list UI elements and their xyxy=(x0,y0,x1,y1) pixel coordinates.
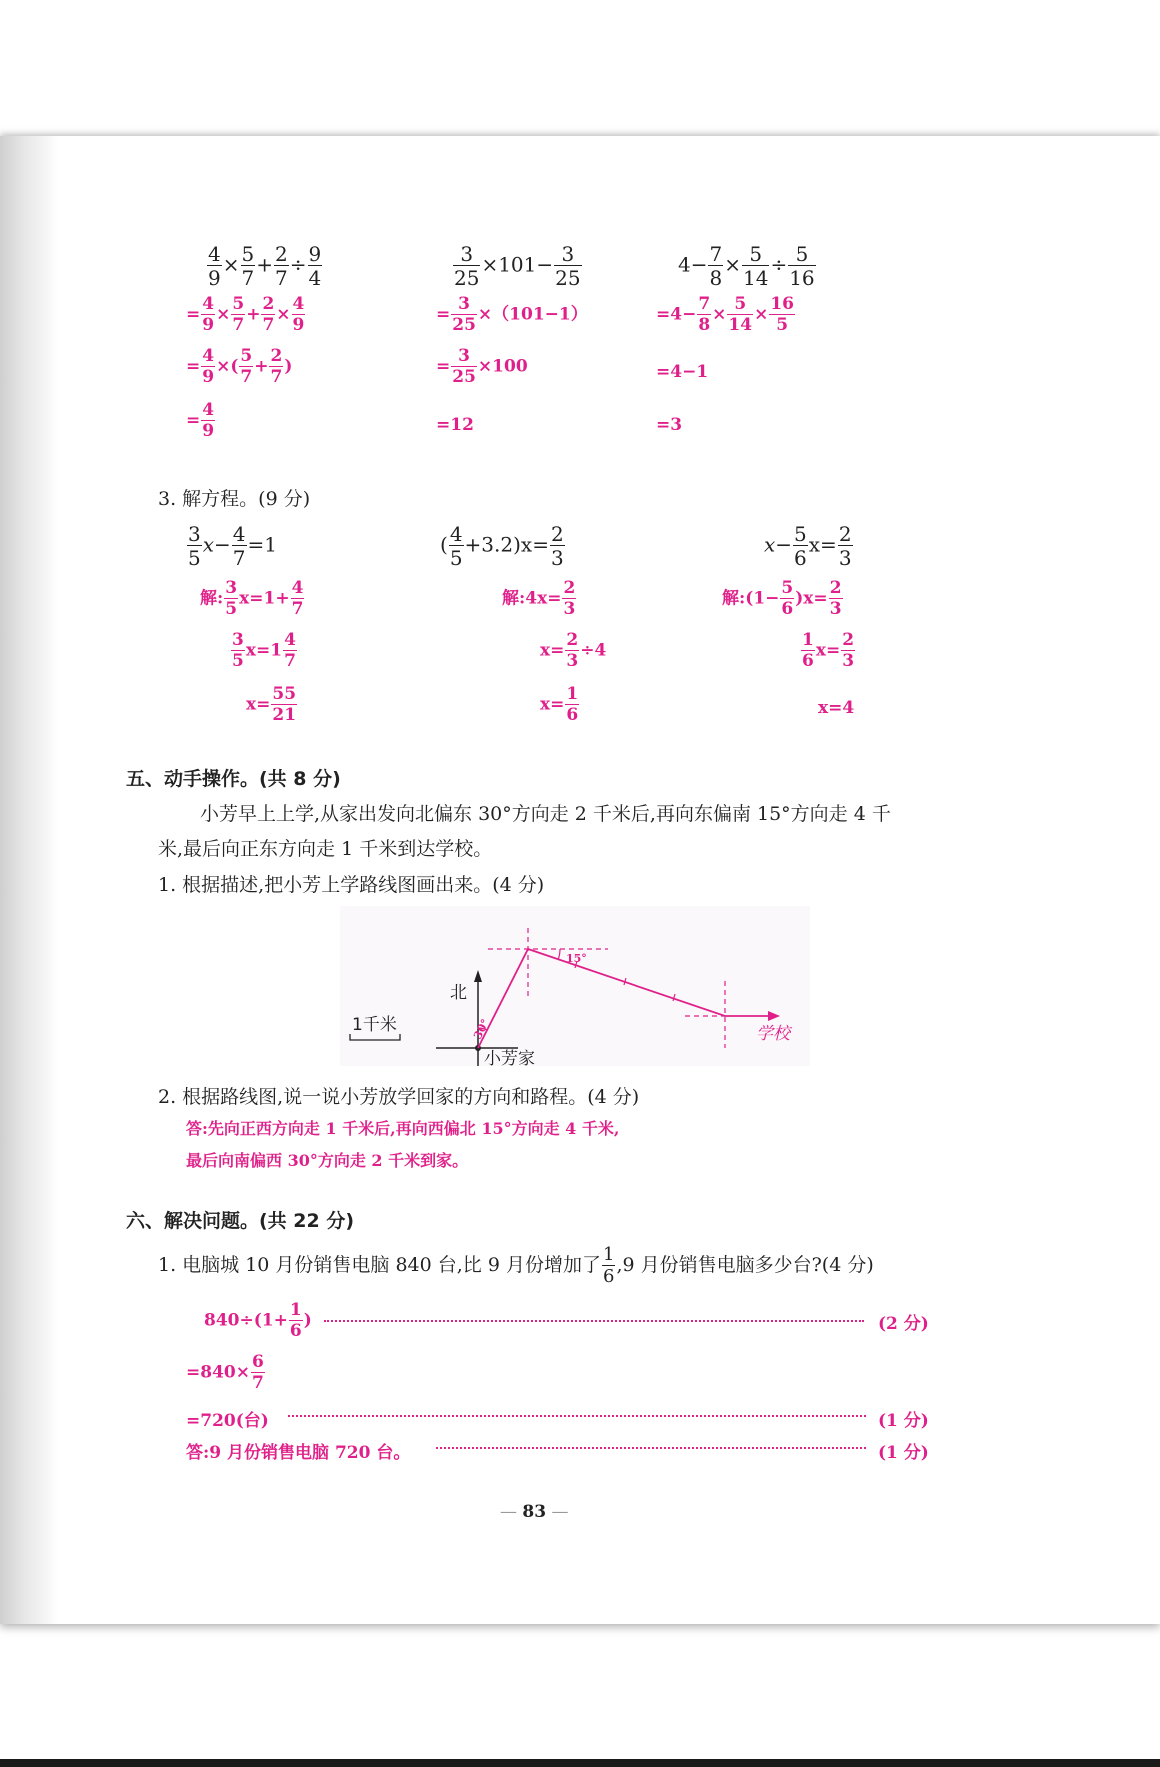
eq2-line3: x= $\frac{1}{6}$ xyxy=(540,684,579,725)
leader-dots xyxy=(436,1447,866,1449)
route-map xyxy=(340,906,810,1066)
calc-col1-step2: = $\frac{4}{9}$ ×( $\frac{5}{7}$ + $\frac{2}{7}$ ) xyxy=(186,346,293,387)
calc-col1-expression: $\frac{4}{9}$ × $\frac{5}{7}$ + $\frac{2}{7}$ ÷ $\frac{9}{4}$ xyxy=(208,242,322,290)
calc-col1-step1: = $\frac{4}{9}$ × $\frac{5}{7}$ + $\frac{2}{7}$ × $\frac{4}{9}$ xyxy=(186,294,305,335)
eq2-line2: x= $\frac{2}{3}$ ÷4 xyxy=(540,630,607,671)
eq3-line3: x=4 xyxy=(818,698,855,718)
section6-answer-points: (1 分) xyxy=(878,1443,929,1463)
leader-dots xyxy=(324,1320,864,1322)
section6-step3-points: (1 分) xyxy=(878,1411,929,1431)
eq1-line3: x= $\frac{55}{21}$ xyxy=(246,684,297,725)
eq2-problem: ( $\frac{4}{5}$ +3.2)x= $\frac{2}{3}$ xyxy=(440,522,564,570)
section5-answer-line2: 最后向南偏西 30°方向走 2 千米到家。 xyxy=(186,1151,469,1170)
eq1-line1: 解: $\frac{3}{5}$ x=1+ $\frac{4}{7}$ xyxy=(200,578,304,619)
section5-heading: 五、动手操作。(共 8 分) xyxy=(126,768,341,790)
calc-col3-step1: =4− $\frac{7}{8}$ × $\frac{5}{14}$ × $\frac{16}{5}$ xyxy=(656,294,795,335)
section5-q2: 2. 根据路线图,说一说小芳放学回家的方向和路程。(4 分) xyxy=(158,1086,640,1108)
north-label: 北 xyxy=(450,983,467,1003)
leader-dots xyxy=(288,1415,866,1417)
bottom-bar xyxy=(0,1759,1160,1767)
section6-step3: =720(台) xyxy=(186,1411,269,1431)
section6-q1: 1. 电脑城 10 月份销售电脑 840 台,比 9 月份增加了 $\frac{1}{6}$ ,9 月份销售电脑多少台?(4 分) xyxy=(158,1244,874,1287)
section5-desc-line1: 小芳早上上学,从家出发向北偏东 30°方向走 2 千米后,再向东偏南 15°方向走 4 千 xyxy=(200,803,891,825)
calc-col3-step2: =4−1 xyxy=(656,362,709,382)
angle-label-15: 15° xyxy=(566,952,587,965)
eq1-problem: $\frac{3}{5}$ x− $\frac{4}{7}$ =1 xyxy=(188,522,277,570)
map-background xyxy=(340,906,810,1066)
eq3-line1: 解:(1− $\frac{5}{6}$ )x= $\frac{2}{3}$ xyxy=(722,578,842,619)
calc-col1-step3: = $\frac{4}{9}$ xyxy=(186,400,215,441)
scale-label: 1千米 xyxy=(352,1015,397,1035)
page-number: — 83 — xyxy=(500,1502,569,1522)
school-label: 学校 xyxy=(756,1024,790,1044)
workbook-page xyxy=(0,136,1160,1624)
angle-label-30: 30° xyxy=(471,1016,493,1042)
section6-answer: 答:9 月份销售电脑 720 台。 xyxy=(186,1443,411,1463)
home-label: 小芳家 xyxy=(484,1049,535,1066)
section6-step1-points: (2 分) xyxy=(878,1314,929,1334)
calc-col3-expression: 4− $\frac{7}{8}$ × $\frac{5}{14}$ ÷ $\frac{5}{16}$ xyxy=(678,242,815,290)
section6-step2: =840× $\frac{6}{7}$ xyxy=(186,1352,264,1393)
section5-answer-line1: 答:先向正西方向走 1 千米后,再向西偏北 15°方向走 4 千米, xyxy=(186,1119,620,1138)
calc-col2-expression: $\frac{3}{25}$ ×101− $\frac{3}{25}$ xyxy=(454,242,581,290)
eq1-line2: $\frac{3}{5}$ x=1 $\frac{4}{7}$ xyxy=(232,630,296,671)
calc-col2-step3: =12 xyxy=(436,415,474,435)
eq3-problem: x− $\frac{5}{6}$ x= $\frac{2}{3}$ xyxy=(764,522,852,570)
page-spine-shadow xyxy=(0,136,58,1624)
calc-col2-step1: = $\frac{3}{25}$ ×（101−1） xyxy=(436,294,588,335)
section5-q1: 1. 根据描述,把小芳上学路线图画出来。(4 分) xyxy=(158,874,545,896)
section5-desc-line2: 米,最后向正东方向走 1 千米到达学校。 xyxy=(158,838,493,860)
calc-col3-step3: =3 xyxy=(656,415,683,435)
eq3-line2: $\frac{1}{6}$ x= $\frac{2}{3}$ xyxy=(802,630,855,671)
eq2-line1: 解:4x= $\frac{2}{3}$ xyxy=(502,578,576,619)
q3-title: 3. 解方程。(9 分) xyxy=(158,488,311,510)
section6-step1: 840÷(1+ $\frac{1}{6}$ ) xyxy=(204,1300,312,1341)
calc-col2-step2: = $\frac{3}{25}$ ×100 xyxy=(436,346,528,387)
section6-heading: 六、解决问题。(共 22 分) xyxy=(126,1210,355,1232)
